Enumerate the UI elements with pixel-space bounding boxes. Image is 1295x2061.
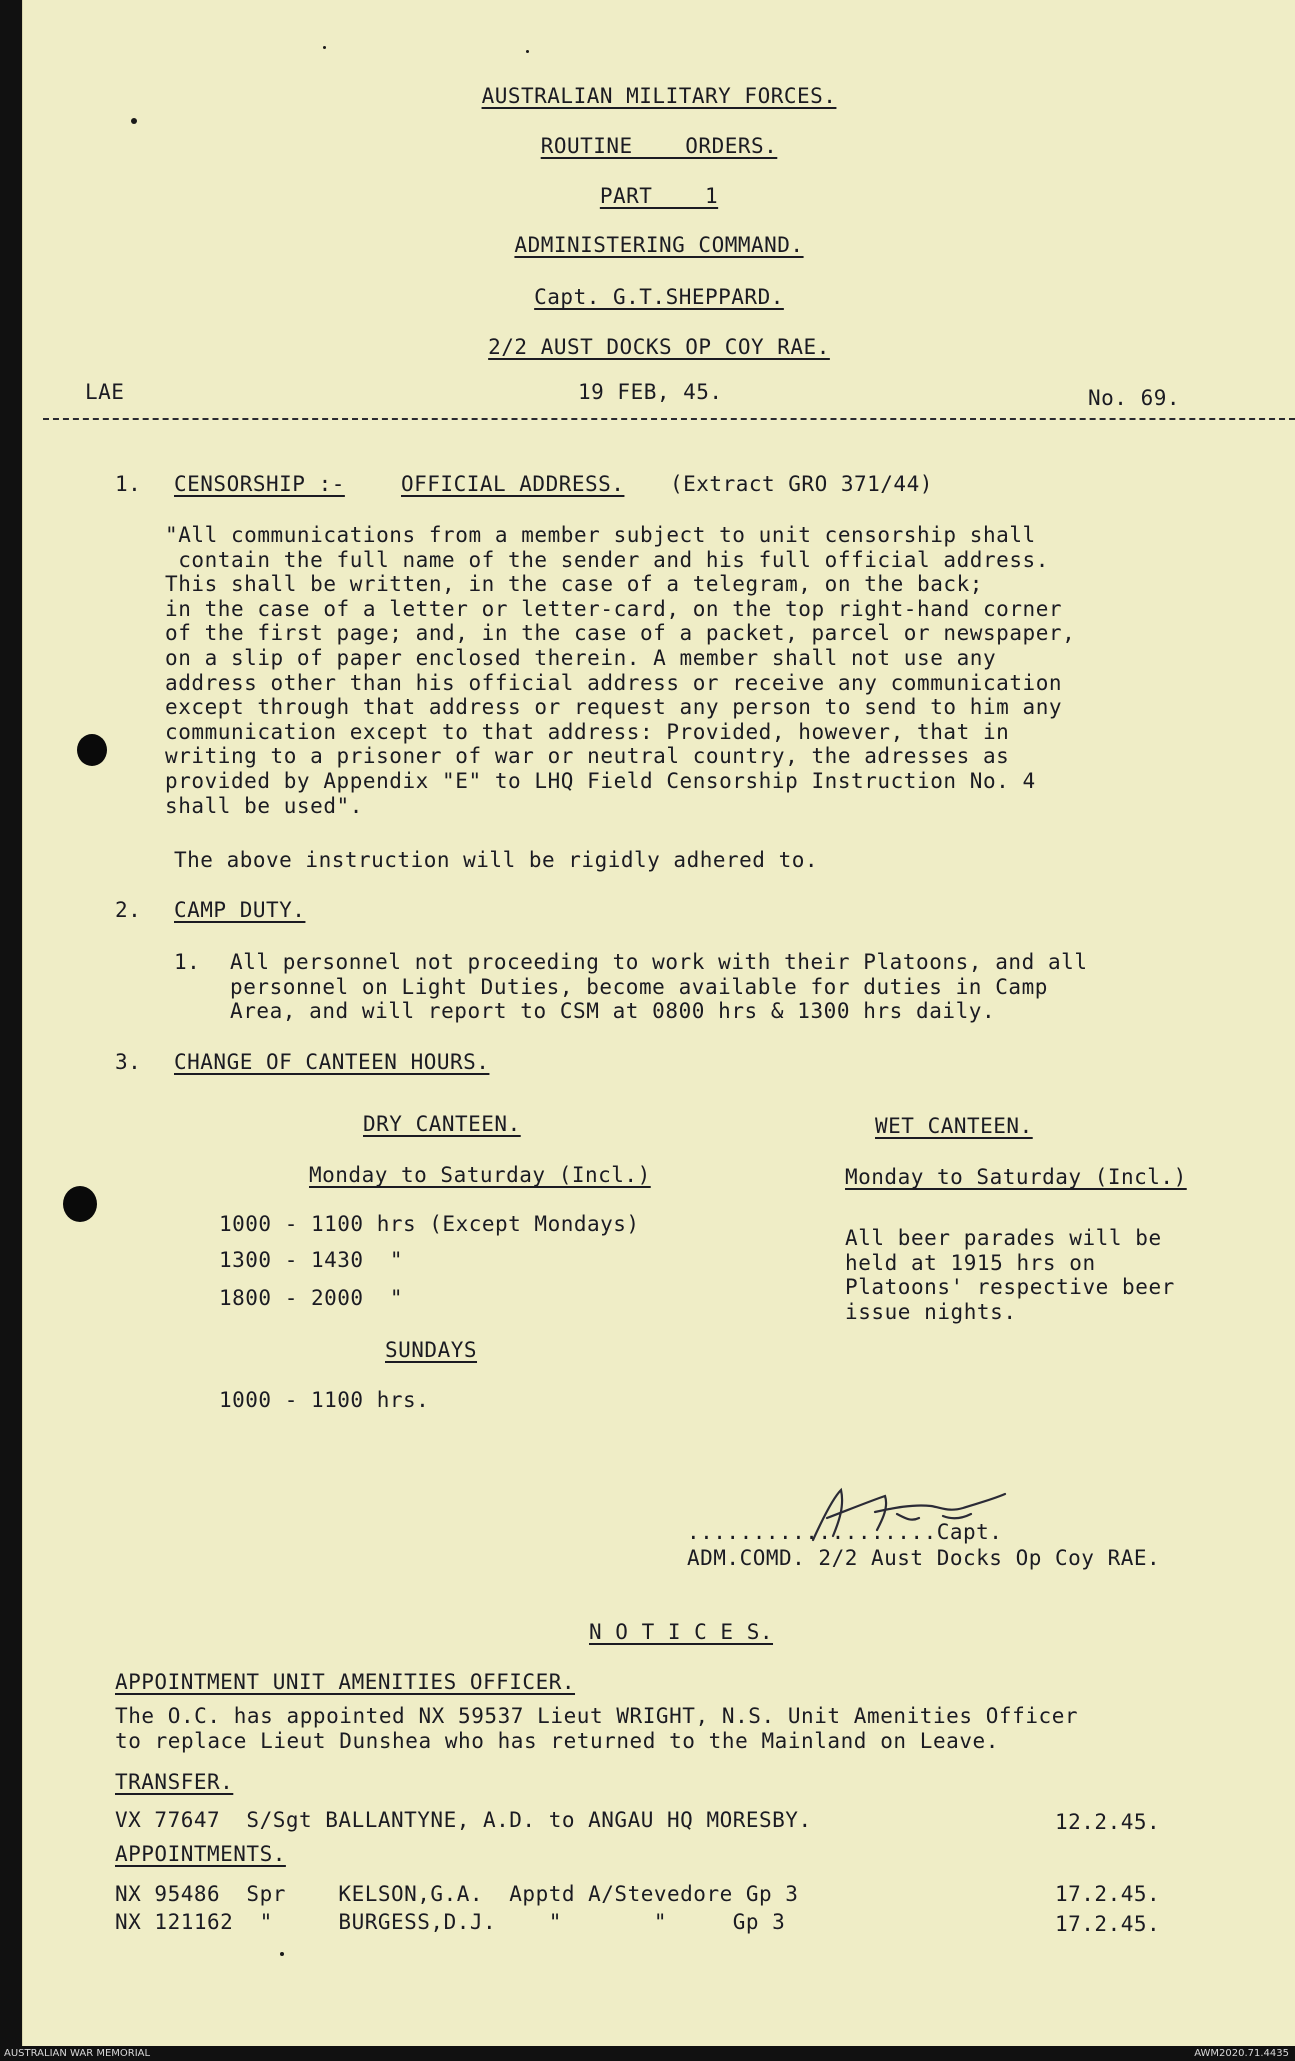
item1-subtitle: OFFICIAL ADDRESS. (401, 472, 625, 496)
transfer-row: VX 77647 S/Sgt BALLANTYNE, A.D. to ANGAU HQ MORESBY. (115, 1808, 812, 1832)
item3-title: CHANGE OF CANTEEN HOURS. (174, 1050, 490, 1074)
speck (280, 1952, 284, 1956)
wet-canteen-days: Monday to Saturday (Incl.) (845, 1165, 1187, 1189)
speck (131, 118, 137, 124)
item2-body: All personnel not proceeding to work with their Platoons, and all personnel on Light Duties, become available for duties in Camp Area, and will report to CSM at 0800 hrs & 1300 hrs daily. (230, 950, 1088, 1024)
sundays-title: SUNDAYS (385, 1338, 478, 1362)
speck (526, 50, 529, 53)
punch-hole (77, 734, 107, 766)
dry-canteen-row: 1000 - 1100 hrs (Except Mondays) (219, 1212, 640, 1236)
item3-number: 3. (115, 1050, 142, 1074)
speck (323, 46, 326, 49)
appointments-row: NX 121162 " BURGESS,D.J. " " Gp 3 (115, 1910, 786, 1934)
header-routine-orders: ROUTINE ORDERS. (540, 134, 778, 158)
item1-title: CENSORSHIP :- (174, 472, 345, 496)
dry-canteen-days-label: Monday to Saturday (Incl.) (309, 1163, 651, 1187)
header-date: 19 FEB, 45. (578, 380, 723, 404)
item1-extract: (Extract GRO 371/44) (670, 472, 933, 496)
wet-canteen-title: WET CANTEEN. (875, 1114, 1033, 1138)
punch-hole (63, 1186, 97, 1222)
footer-accession: AWM2020.71.4435 (1194, 2048, 1289, 2059)
header-order-number: No. 69. (1088, 386, 1181, 410)
signature-line: ...................Capt. (687, 1520, 1003, 1544)
notices-title: N O T I C E S. (589, 1620, 774, 1644)
transfer-title: TRANSFER. (115, 1770, 234, 1794)
header-divider (43, 418, 1295, 420)
wet-canteen-body: All beer parades will be held at 1915 hrs on Platoons' respective beer issue nights. (845, 1226, 1175, 1324)
item1-closing: The above instruction will be rigidly adhered to. (174, 848, 819, 872)
header-place: LAE (85, 380, 125, 404)
appointment-title: APPOINTMENT UNIT AMENITIES OFFICER. (115, 1670, 576, 1694)
item2-title: CAMP DUTY. (174, 898, 306, 922)
dry-canteen-title: DRY CANTEEN. (363, 1112, 521, 1136)
dry-canteen-row: 1800 - 2000 " (219, 1286, 404, 1310)
appointments-row-date: 17.2.45. (1055, 1882, 1161, 1906)
item1-number: 1. (115, 472, 142, 496)
appointments-row: NX 95486 Spr KELSON,G.A. Apptd A/Stevedore Gp 3 (115, 1882, 799, 1906)
header-title: AUSTRALIAN MILITARY FORCES. (481, 84, 837, 108)
item2-number: 2. (115, 898, 142, 922)
sundays-row: 1000 - 1100 hrs. (219, 1388, 430, 1412)
item2-sub-number: 1. (174, 950, 201, 974)
header-commander: Capt. G.T.SHEPPARD. (534, 285, 784, 309)
item1-body: "All communications from a member subject to unit censorship shall contain the full name of the sender and his full official address. This shall be written, in the case of a telegram, on the back; in the case of a letter or letter-card, on the top right-hand corner of the first page; and, in the case of a packet, parcel or newspaper, on a slip of paper enclosed therein. A member shall not use any address other than his official address or receive any communication except through that address or request any person to send to him any communication except to that address: Provided, however, that in writing to a prisoner of war or neutral country, the adresses as provided by Appendix "E" to LHQ Field Censorship Instruction No. 4 shall be used". (165, 523, 1076, 818)
header-unit: 2/2 AUST DOCKS OP COY RAE. (488, 335, 830, 359)
header-administering-command: ADMINISTERING COMMAND. (514, 233, 804, 257)
dry-canteen-days (309, 1163, 651, 1187)
footer-credit: AUSTRALIAN WAR MEMORIAL (4, 2048, 151, 2059)
header-part: PART 1 (599, 184, 719, 208)
appointment-body: The O.C. has appointed NX 59537 Lieut WRIGHT, N.S. Unit Amenities Officer to replace Lieut Dunshea who has returned to the Mainland on Leave. (115, 1704, 1079, 1753)
appointments-row-date: 17.2.45. (1055, 1912, 1161, 1936)
appointments-title: APPOINTMENTS. (115, 1842, 286, 1866)
signature-role: ADM.COMD. 2/2 Aust Docks Op Coy RAE. (687, 1546, 1161, 1570)
dry-canteen-row: 1300 - 1430 " (219, 1248, 404, 1272)
transfer-date: 12.2.45. (1055, 1810, 1161, 1834)
document-page (22, 0, 1295, 2046)
